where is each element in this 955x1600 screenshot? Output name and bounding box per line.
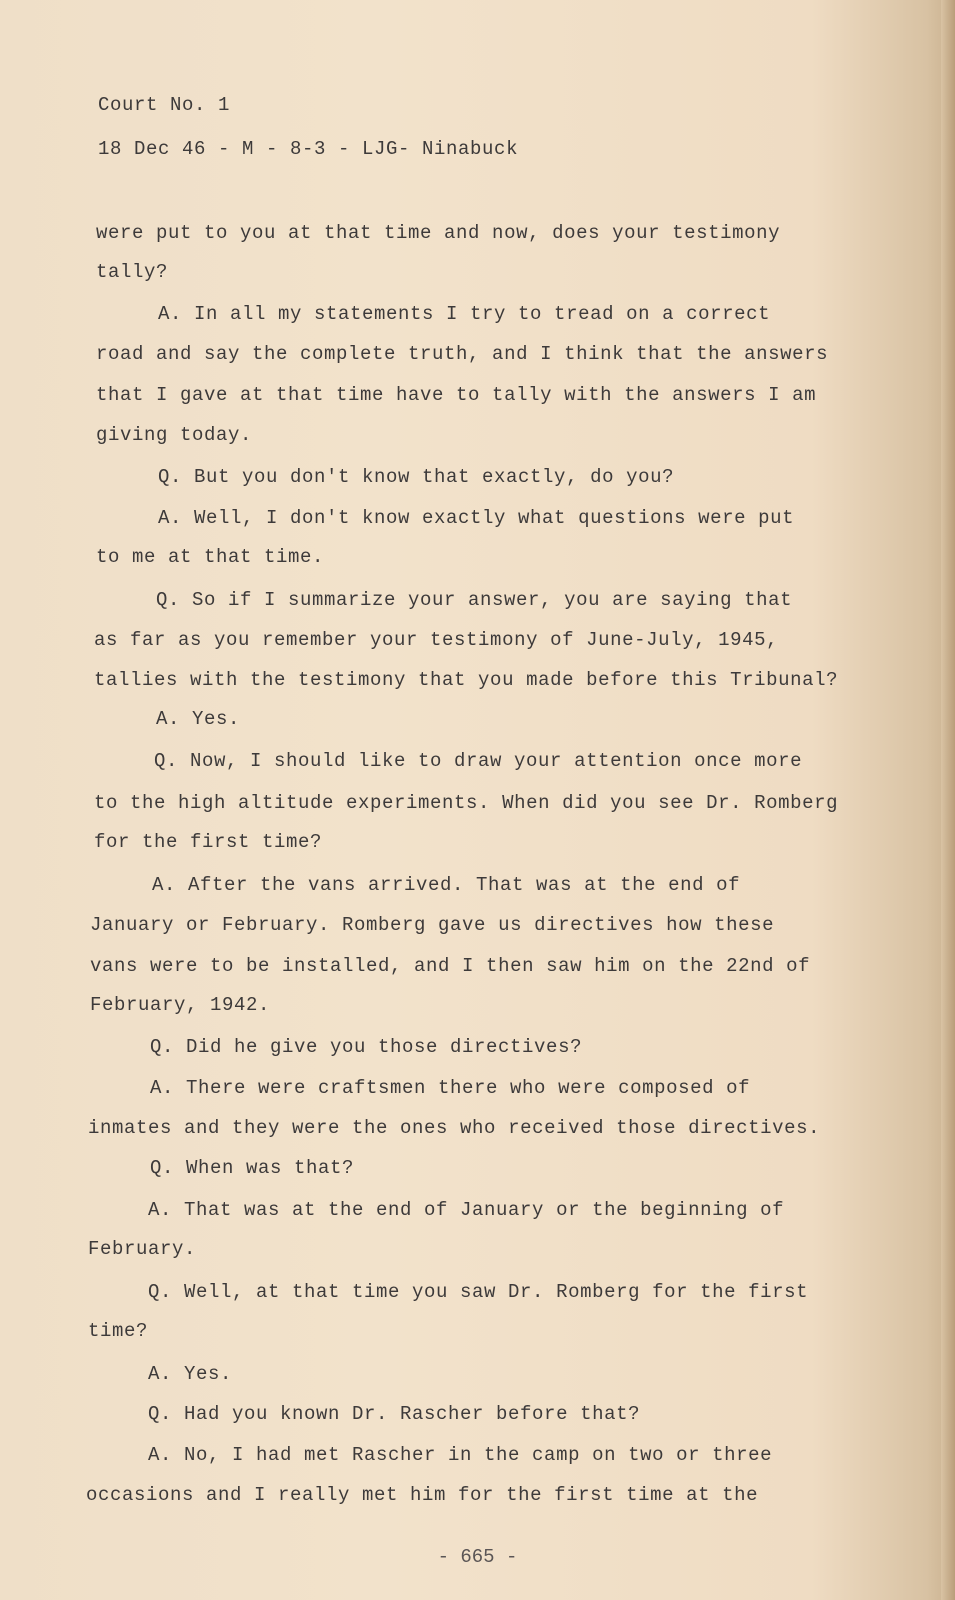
text-line: A. That was at the end of January or the beginning of [148,1199,785,1221]
page-edge [941,0,955,1600]
text-line: Q. Did he give you those directives? [150,1036,583,1058]
text-line: were put to you at that time and now, does your testimony [96,222,781,244]
text-line: January or February. Romberg gave us directives how these [90,914,775,936]
text-line: A. Yes. [148,1363,233,1385]
text-line: A. No, I had met Rascher in the camp on two or three [148,1444,773,1466]
court-number: Court No. 1 [98,94,231,116]
text-line: that I gave at that time have to tally with the answers I am [96,384,817,406]
text-line: vans were to be installed, and I then saw him on the 22nd of [90,955,811,977]
text-line: occasions and I really met him for the first time at the [86,1484,759,1506]
text-line: Q. Had you known Dr. Rascher before that? [148,1403,641,1425]
text-line: tallies with the testimony that you made before this Tribunal? [94,669,839,691]
text-line: as far as you remember your testimony of June-July, 1945, [94,629,779,651]
text-line: Q. Well, at that time you saw Dr. Romberg for the first [148,1281,809,1303]
page-number: - 665 - [437,1546,518,1568]
text-line: A. There were craftsmen there who were composed of [150,1077,751,1099]
text-line: to the high altitude experiments. When did you see Dr. Romberg [94,792,839,814]
text-line: Q. Now, I should like to draw your attention once more [154,750,803,772]
text-line: time? [88,1320,149,1342]
text-line: tally? [96,261,169,283]
text-line: February. [88,1238,197,1260]
text-line: giving today. [96,424,253,446]
text-line: Q. When was that? [150,1157,355,1179]
text-line: A. Well, I don't know exactly what questions were put [158,507,795,529]
text-line: February, 1942. [90,994,271,1016]
text-line: road and say the complete truth, and I think that the answers [96,343,829,365]
text-line: A. After the vans arrived. That was at the end of [152,874,741,896]
text-line: to me at that time. [96,546,325,568]
text-line: Q. But you don't know that exactly, do you? [158,466,675,488]
text-line: Q. So if I summarize your answer, you are saying that [156,589,793,611]
text-line: for the first time? [94,831,323,853]
text-line: A. In all my statements I try to tread on a correct [158,303,771,325]
text-line: A. Yes. [156,708,241,730]
text-line: inmates and they were the ones who received those directives. [88,1117,821,1139]
session-line: 18 Dec 46 - M - 8-3 - LJG- Ninabuck [98,138,519,160]
